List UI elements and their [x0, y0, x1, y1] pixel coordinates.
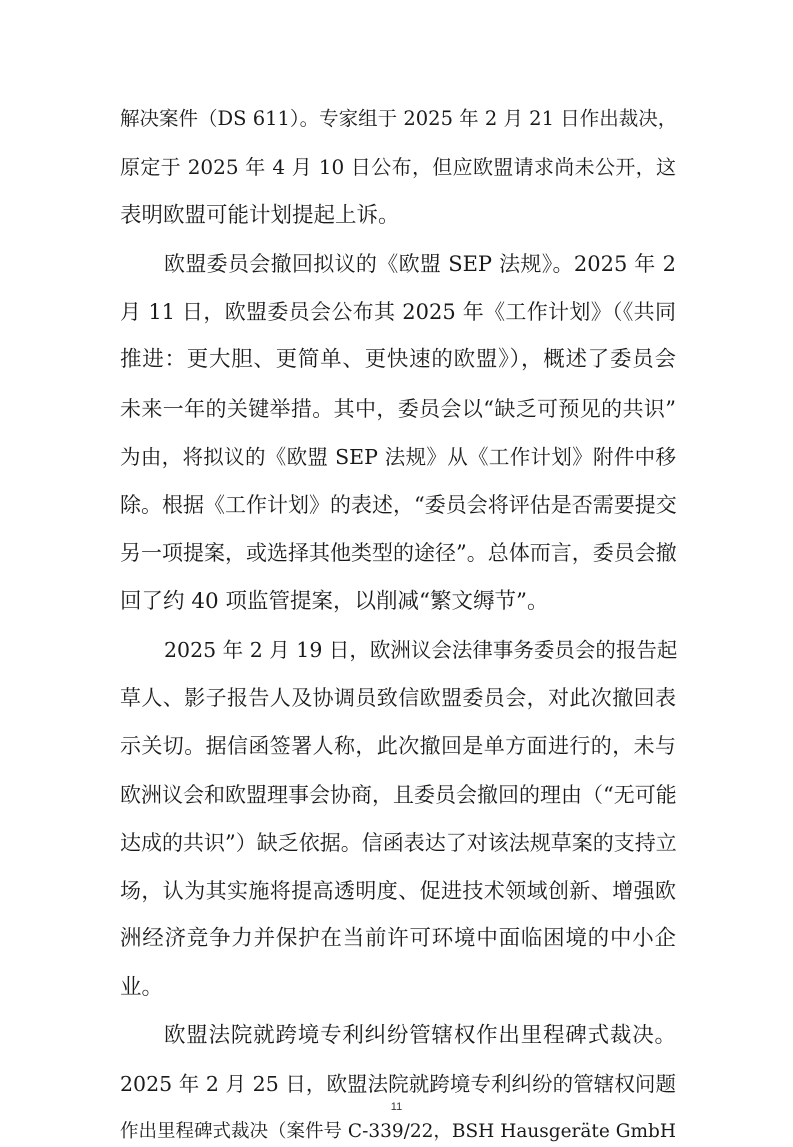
text-line: 表明欧盟可能计划提起上诉。: [120, 203, 400, 228]
text-line: 解决案件（DS 611）。专家组于 2025 年 2 月 21 日作出裁决，: [120, 107, 678, 130]
text-line: 洲经济竞争力并保护在当前许可环境中面临困境的中小企: [120, 926, 676, 951]
text-line: 示关切。据信函签署人称，此次撤回是单方面进行的，未与: [120, 734, 676, 758]
text-line: 欧盟法院就跨境专利纠纷管辖权作出里程碑式裁决。: [164, 1023, 676, 1048]
text-line: 除。根据《工作计划》的表述，“委员会将评估是否需要提交: [120, 493, 677, 517]
text-line: 达成的共识”）缺乏依据。信函表达了对该法规草案的支持立: [120, 831, 677, 855]
text-line: 业。: [120, 975, 164, 1000]
text-line: 未来一年的关键举措。其中，委员会以“缺乏可预见的共识”: [120, 397, 676, 421]
text-line: 欧洲议会和欧盟理事会协商，且委员会撤回的理由（“无可能: [120, 783, 677, 807]
text-line: 2025 年 2 月 19 日，欧洲议会法律事务委员会的报告起: [164, 638, 678, 662]
text-line: 推进：更大胆、更简单、更快速的欧盟》），概述了委员会: [120, 347, 676, 372]
text-line: 原定于 2025 年 4 月 10 日公布，但应欧盟请求尚未公开，这: [120, 155, 676, 179]
page-number: 11: [390, 1101, 403, 1113]
text-line: 另一项提案，或选择其他类型的途径”。总体而言，委员会撤: [120, 541, 677, 565]
text-line: 月 11 日，欧盟委员会公布其 2025 年《工作计划》（《共同: [120, 300, 676, 324]
text-line: 为由，将拟议的《欧盟 SEP 法规》从《工作计划》附件中移: [120, 445, 676, 469]
text-line: 作出里程碑式裁决（案件号 C-339/22，BSH Hausgeräte GmbH: [120, 1121, 676, 1142]
text-line: 2025 年 2 月 25 日，欧盟法院就跨境专利纠纷的管辖权问题: [120, 1072, 676, 1096]
text-line: 草人、影子报告人及协调员致信欧盟委员会，对此次撤回表: [120, 686, 676, 710]
text-line: 欧盟委员会撤回拟议的《欧盟 SEP 法规》。2025 年 2: [164, 252, 676, 276]
text-line: 回了约 40 项监管提案，以削减“繁文缛节”。: [120, 589, 549, 614]
text-line: 场，认为其实施将提高透明度、促进技术领域创新、增强欧: [120, 879, 676, 903]
